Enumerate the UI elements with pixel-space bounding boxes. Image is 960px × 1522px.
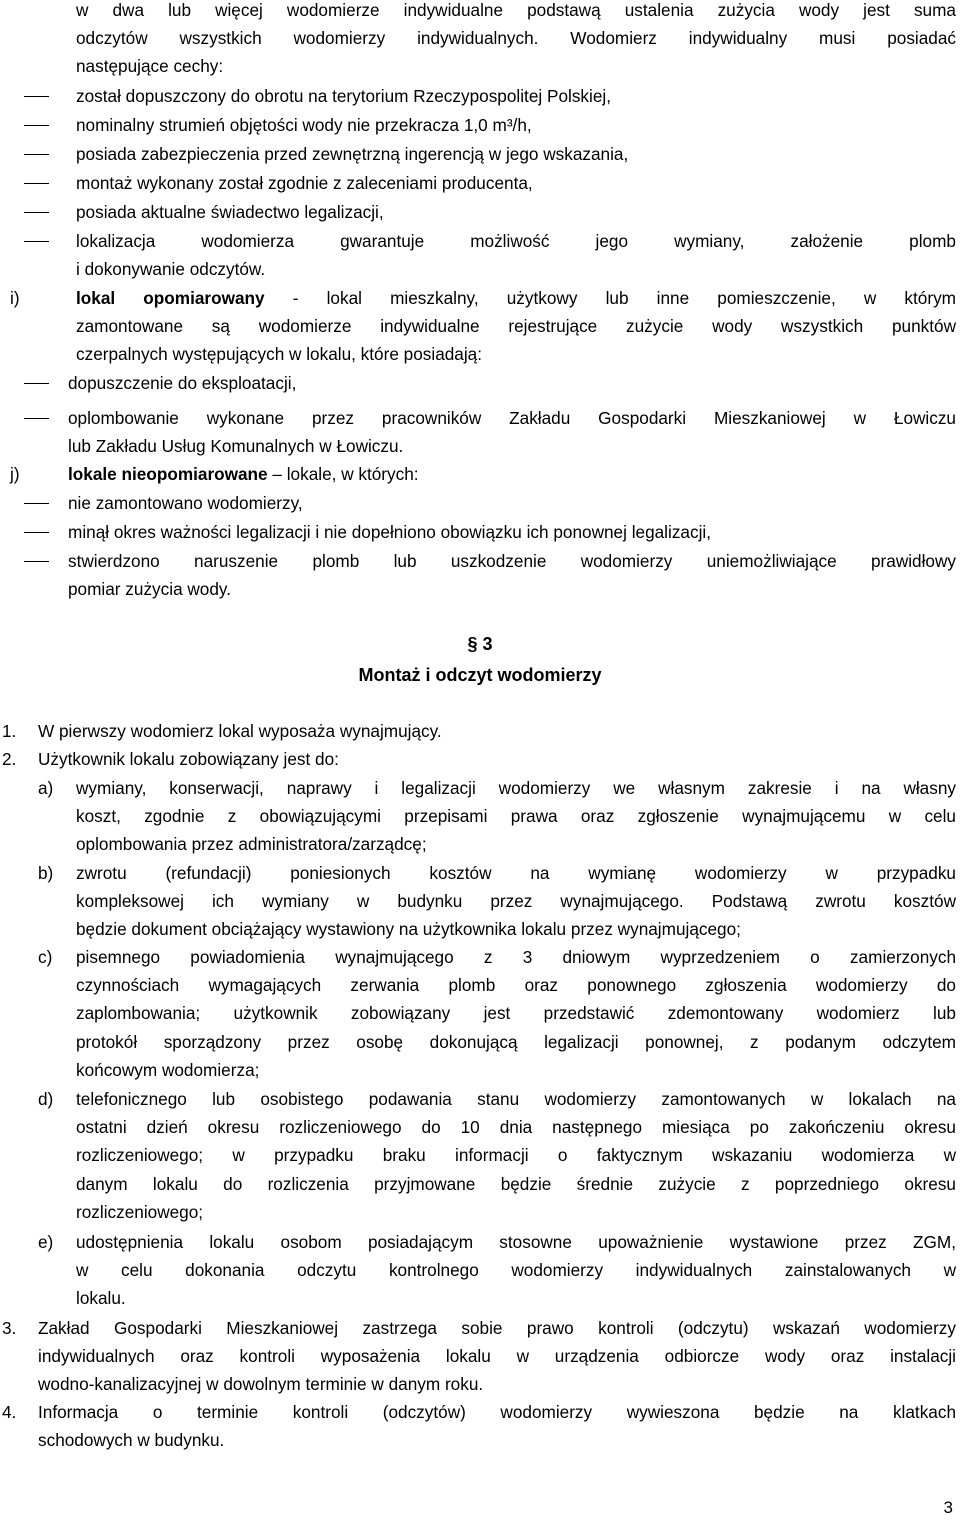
text-line: Informacja o terminie kontroli (odczytów) wodomierzy wywieszona będzie na klatkach bbox=[38, 1402, 956, 1422]
text-line: czerpalnych występujących w lokalu, które posiadają: bbox=[76, 344, 483, 365]
dash-bullet-icon bbox=[24, 212, 49, 213]
text-line: zaplombowania; użytkownik zobowiązany jest przedstawić zdemontowany wodomierz lub bbox=[76, 1003, 956, 1024]
page-number: 3 bbox=[943, 1498, 953, 1517]
text-line: lokal opomiarowany - lokal mieszkalny, użytkowy lub inne pomieszczenie, w którym bbox=[76, 288, 956, 308]
text-line: zwrotu (refundacji) poniesionych kosztów na wymianę wodomierzy w przypadku bbox=[76, 863, 956, 883]
text-line: rozliczeniowego; w przypadku braku informacji o faktycznym wskazaniu wodomierza w bbox=[76, 1145, 956, 1166]
text-line: udostępnienia lokalu osobom posiadającym stosowne upoważnienie wystawione przez ZGM, bbox=[76, 1232, 956, 1252]
item-number: 4. bbox=[2, 1402, 17, 1422]
text-line: protokół sporządzony przez osobę dokonującą legalizacji ponownej, z podanym odczytem bbox=[76, 1031, 956, 1052]
defined-term: lokale nieopomiarowane bbox=[68, 464, 268, 484]
text-line: danym lokalu do rozliczenia przyjmowane będzie średnie zużycie z poprzedniego okresu bbox=[76, 1173, 956, 1194]
dash-bullet-icon bbox=[24, 96, 49, 97]
dash-bullet-icon bbox=[24, 561, 49, 562]
dash-bullet-icon bbox=[24, 125, 49, 126]
document-page: w dwa lub więcej wodomierze indywidualne podstawą ustalenia zużycia wody jest suma odczytów wszystkich wodomierzy indywidualnych. Wodomierz indywidualny musi posiadać następujące cechy: został dopuszczony do obrotu na terytorium Rzeczypospolitej Polskiej, nominalny strumień objętości wody nie przekracza 1,0 m³/h, posiada zabezpieczenia przed zewnętrzną ingerencją w jego wskazania, montaż wykonany został zgodnie z zaleceniami producenta, posiada aktualne świadectwo legalizacji, lokalizacja wodomierza gwarantuje możliwość jego wymiany, założenie plomb i dokonywanie odczytów. i) lokal opomiarowany - lokal mieszkalny, użytkowy lub inne pomieszczenie, w którym zamontowane są wodomierze indywidualne rejestrujące zużycie wody wszystkich punktów czerpalnych występujących w lokalu, które posiadają: dopuszczenie do eksploatacji, oplombowanie wykonane przez pracowników Zakładu Gospodarki Mieszkaniowej w Łowiczu lub Zakładu Usług Komunalnych w Łowiczu. j) lokale nieopomiarowane – lokale, w których: nie zamontowano wodomierzy, minął okres ważności legalizacji i nie dopełniono obowiązku ich ponownej legalizacji, stwierdzono naruszenie plomb lub uszkodzenie wodomierzy uniemożliwiające prawidłowy pomiar zużycia wody. § 3 Montaż i odczyt wodomierzy 1. W pierwszy wodomierz lokal wyposaża wynajmujący. 2. Użytkownik lokalu zobowiązany jest do: a) wymiany, konserwacji, naprawy i legalizacji wodomierzy we własnym zakresie i na własny koszt, zgodnie z obowiązującymi przepisami prawa oraz zgłoszenie wynajmującemu w celu oplombowania przez administratora/zarządcę; b) zwrotu (refundacji) poniesionych kosztów na wymianę wodomierzy w przypadku kompleksowej ich wymiany w budynku przez wynajmującego. Podstawą zwrotu kosztów będzie dokument obciążający wystawiony na użytkownika lokalu przez wynajmującego; c) pisemnego powiadomienia wynajmującego z 3 dniowym wyprzedzeniem o zamierzonych czynnościach wymagających zerwania plomb oraz ponownego zgłoszenia wodomierzy do zaplombowania; użytkownik zobowiązany jest przedstawić zdemontowany wodomierz lub protokół sporządzony przez osobę dokonującą legalizacji ponownej, z podanym odczytem końcowym wodomierza; d) telefonicznego lub osobistego podawania stanu wodomierzy zamontowanych w lokalach na ostatni dzień okresu rozliczeniowego do 10 dnia następnego miesiąca po zakończeniu okresu rozliczeniowego; w przypadku braku informacji o faktycznym wskazaniu wodomierza w danym lokalu do rozliczenia przyjmowane będzie średnie zużycie z poprzedniego okresu rozliczeniowego; e) udostępnienia lokalu osobom posiadającym stosowne upoważnienie wystawione przez ZGM, w celu dokonania odczytu kontrolnego wodomierzy indywidualnych zainstalowanych w lokalu. 3. Zakład Gospodarki Mieszkaniowej zastrzega sobie prawo kontroli (odczytu) wskazań wodomierzy indywidualnych oraz kontroli wyposażenia lokalu w urządzenia odbiorcze wody oraz instalacji wodno-kanalizacyjnej w dowolnym terminie w danym roku. 4. Informacja o terminie kontroli (odczytów) wodomierzy wywieszona będzie na klatkach schodowych w budynku. 3 bbox=[0, 0, 960, 1515]
text-line: W pierwszy wodomierz lokal wyposaża wynajmujący. bbox=[38, 721, 442, 741]
text-line: w dwa lub więcej wodomierze indywidualne podstawą ustalenia zużycia wody jest suma bbox=[76, 0, 956, 20]
text-line: koszt, zgodnie z obowiązującymi przepisami prawa oraz zgłoszenie wynajmującemu w celu bbox=[76, 806, 956, 827]
text-line: pomiar zużycia wody. bbox=[68, 579, 232, 600]
dash-bullet-icon bbox=[24, 183, 49, 184]
text-line: stwierdzono naruszenie plomb lub uszkodzenie wodomierzy uniemożliwiające prawidłowy bbox=[68, 551, 956, 571]
text-line: czynnościach wymagających zerwania plomb oraz ponownego zgłoszenia wodomierzy do bbox=[76, 975, 956, 996]
text-line: lokale nieopomiarowane – lokale, w których: bbox=[68, 464, 419, 484]
item-marker: b) bbox=[38, 863, 54, 883]
section-number: § 3 bbox=[467, 634, 493, 654]
text-line: ostatni dzień okresu rozliczeniowego do 10 dnia następnego miesiąca po zakończeniu okresu bbox=[76, 1117, 956, 1138]
item-marker: a) bbox=[38, 778, 54, 798]
text-line: będzie dokument obciążający wystawiony na użytkownika lokalu przez wynajmującego; bbox=[76, 919, 741, 940]
item-number: 1. bbox=[2, 721, 17, 741]
text-line: telefonicznego lub osobistego podawania stanu wodomierzy zamontowanych w lokalach na bbox=[76, 1089, 956, 1109]
text-line: i dokonywanie odczytów. bbox=[76, 259, 266, 280]
dash-bullet-icon bbox=[24, 532, 49, 533]
text-line: rozliczeniowego; bbox=[76, 1201, 204, 1222]
dash-bullet-icon bbox=[24, 241, 49, 242]
item-marker: i) bbox=[10, 288, 20, 308]
dash-bullet-icon bbox=[24, 383, 49, 384]
text-line: wymiany, konserwacji, naprawy i legalizacji wodomierzy we własnym zakresie i na własny bbox=[76, 778, 956, 798]
dash-bullet-icon bbox=[24, 503, 49, 504]
text-line: kompleksowej ich wymiany w budynku przez wynajmującego. Podstawą zwrotu kosztów bbox=[76, 891, 956, 912]
section-title: Montaż i odczyt wodomierzy bbox=[358, 665, 602, 685]
text-line: lub Zakładu Usług Komunalnych w Łowiczu. bbox=[68, 436, 404, 457]
text-line: wodno-kanalizacyjnej w dowolnym terminie w danym roku. bbox=[38, 1374, 484, 1395]
intro-paragraph bbox=[76, 0, 956, 81]
text-line: odczytów wszystkich wodomierzy indywidualnych. Wodomierz indywidualny musi posiadać bbox=[76, 28, 956, 49]
item-marker: e) bbox=[38, 1232, 54, 1252]
defined-term: lokal opomiarowany bbox=[76, 288, 265, 308]
text-line: lokalizacja wodomierza gwarantuje możliwość jego wymiany, założenie plomb bbox=[76, 231, 956, 251]
item-marker: d) bbox=[38, 1089, 54, 1109]
text-line: następujące cechy: bbox=[76, 56, 224, 77]
text-line: końcowym wodomierza; bbox=[76, 1059, 260, 1080]
text-line: lokalu. bbox=[76, 1288, 126, 1309]
item-marker: c) bbox=[38, 947, 53, 967]
dash-bullet-icon bbox=[24, 154, 49, 155]
text-line: oplombowania przez administratora/zarządcę; bbox=[76, 834, 427, 855]
dash-bullet-icon bbox=[24, 418, 49, 419]
text-line: Zakład Gospodarki Mieszkaniowej zastrzega sobie prawo kontroli (odczytu) wskazań wodomierzy bbox=[38, 1318, 956, 1338]
item-number: 2. bbox=[2, 749, 17, 769]
text-line: indywidualnych oraz kontroli wyposażenia lokalu w urządzenia odbiorcze wody oraz instalacji bbox=[38, 1346, 956, 1367]
item-marker: j) bbox=[10, 464, 20, 484]
item-number: 3. bbox=[2, 1318, 17, 1338]
text-line: oplombowanie wykonane przez pracowników Zakładu Gospodarki Mieszkaniowej w Łowiczu bbox=[68, 408, 956, 428]
text-line: zamontowane są wodomierze indywidualne rejestrujące zużycie wody wszystkich punktów bbox=[76, 316, 956, 337]
text-line: schodowych w budynku. bbox=[38, 1430, 225, 1451]
text-line: pisemnego powiadomienia wynajmującego z 3 dniowym wyprzedzeniem o zamierzonych bbox=[76, 947, 956, 967]
text-line: w celu dokonania odczytu kontrolnego wodomierzy indywidualnych zainstalowanych w bbox=[76, 1260, 956, 1281]
text-line: Użytkownik lokalu zobowiązany jest do: bbox=[38, 749, 339, 769]
